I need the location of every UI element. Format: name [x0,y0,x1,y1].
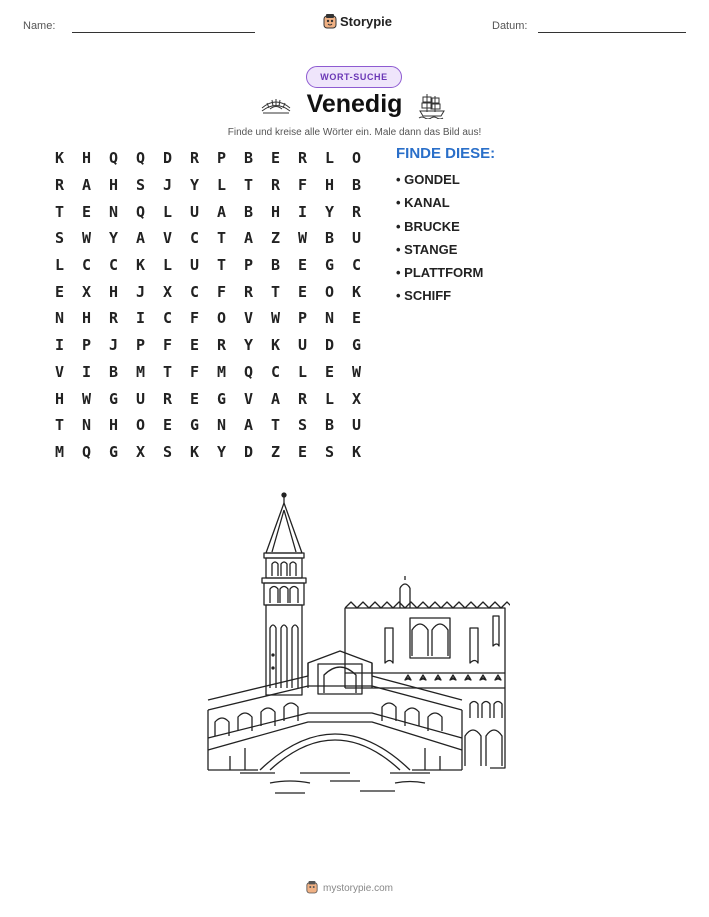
grid-letter[interactable]: I [54,336,65,355]
grid-letter[interactable]: B [270,256,281,275]
grid-letter[interactable]: M [135,362,146,381]
grid-letter[interactable]: S [162,442,173,461]
word-list [396,171,483,311]
grid-letter[interactable]: W [297,229,308,248]
grid-letter[interactable]: T [216,256,227,275]
grid-letter[interactable]: C [162,309,173,328]
grid-letter[interactable]: R [351,202,362,221]
grid-letter[interactable]: C [189,229,200,248]
grid-letter[interactable]: B [243,202,254,221]
brand-name: Storypie [340,13,393,29]
grid-letter[interactable]: V [162,229,173,248]
grid-letter[interactable]: F [189,362,200,381]
grid-letter[interactable]: F [216,282,227,301]
grid-letter[interactable]: N [216,416,227,435]
grid-letter[interactable]: A [216,202,227,221]
grid-letter[interactable]: Y [189,176,200,195]
grid-letter[interactable]: K [135,256,146,275]
grid-letter[interactable]: B [108,362,119,381]
grid-letter[interactable]: K [351,442,362,461]
grid-letter[interactable]: F [297,176,308,195]
grid-letter[interactable]: K [189,442,200,461]
word-item: • BRUCKE [396,218,460,234]
grid-letter[interactable]: B [243,149,254,168]
grid-letter[interactable]: E [81,202,92,221]
grid-letter[interactable]: O [216,309,227,328]
grid-letter[interactable]: E [189,336,200,355]
grid-letter[interactable]: X [81,282,92,301]
grid-letter[interactable]: Q [108,149,119,168]
grid-letter[interactable]: W [81,229,92,248]
grid-letter[interactable]: W [81,389,92,408]
grid-letter[interactable]: H [81,309,92,328]
grid-letter[interactable]: O [324,282,335,301]
grid-letter[interactable]: C [189,282,200,301]
grid-letter[interactable]: Z [270,442,281,461]
grid-letter[interactable]: Y [108,229,119,248]
grid-letter[interactable]: J [135,282,146,301]
grid-letter[interactable]: W [270,309,281,328]
grid-letter[interactable]: A [135,229,146,248]
grid-letter[interactable]: Z [270,229,281,248]
grid-letter[interactable]: E [351,309,362,328]
instructions: Finde und kreise alle Wörter ein. Male dann das Bild aus! [227,127,482,138]
grid-letter[interactable]: U [189,202,200,221]
word-item: • STANGE [396,241,458,257]
grid-letter[interactable]: Y [243,336,254,355]
grid-letter[interactable]: A [81,176,92,195]
grid-letter[interactable]: R [297,389,308,408]
page-title: Venedig [306,90,403,118]
grid-letter[interactable]: E [162,416,173,435]
word-item: • KANAL [396,195,450,211]
grid-letter[interactable]: H [108,416,119,435]
grid-letter[interactable]: K [54,149,65,168]
grid-letter[interactable]: L [324,389,335,408]
grid-letter[interactable]: Y [324,202,335,221]
word-search-grid[interactable] [46,145,370,465]
grid-letter[interactable]: H [81,149,92,168]
grid-letter[interactable]: I [297,202,308,221]
grid-letter[interactable]: N [54,309,65,328]
grid-letter[interactable]: D [324,336,335,355]
grid-letter[interactable]: B [351,176,362,195]
grid-letter[interactable]: Q [135,149,146,168]
grid-letter[interactable]: S [324,442,335,461]
grid-letter[interactable]: R [270,176,281,195]
grid-letter[interactable]: R [297,149,308,168]
grid-letter[interactable]: Q [243,362,254,381]
grid-letter[interactable]: I [81,362,92,381]
grid-letter[interactable]: E [297,442,308,461]
grid-letter[interactable]: C [108,256,119,275]
grid-letter[interactable]: G [351,336,362,355]
grid-letter[interactable]: H [54,389,65,408]
grid-letter[interactable]: X [162,282,173,301]
grid-letter[interactable]: J [162,176,173,195]
grid-letter[interactable]: C [81,256,92,275]
mascot-icon [323,13,337,29]
grid-letter[interactable]: T [54,202,65,221]
grid-letter[interactable]: N [108,202,119,221]
name-line[interactable] [72,32,255,33]
grid-letter[interactable]: G [324,256,335,275]
grid-letter[interactable]: K [351,282,362,301]
grid-letter[interactable]: Y [216,442,227,461]
grid-letter[interactable]: C [270,362,281,381]
grid-letter[interactable]: R [216,336,227,355]
grid-letter[interactable]: U [135,389,146,408]
grid-letter[interactable]: Q [135,202,146,221]
grid-letter[interactable]: H [108,176,119,195]
grid-letter[interactable]: A [243,416,254,435]
grid-letter[interactable]: G [216,389,227,408]
grid-letter[interactable]: P [243,256,254,275]
grid-letter[interactable]: T [270,282,281,301]
grid-letter[interactable]: U [351,229,362,248]
footer [306,880,393,897]
grid-letter[interactable]: J [108,336,119,355]
grid-letter[interactable]: Q [81,442,92,461]
grid-letter[interactable]: H [270,202,281,221]
ship-icon [418,91,446,124]
footer-url[interactable]: mystorypie.com [323,883,394,894]
grid-letter[interactable]: P [216,149,227,168]
date-label: Datum: [492,20,528,32]
grid-letter[interactable]: I [135,309,146,328]
grid-letter[interactable]: E [54,282,65,301]
grid-letter[interactable]: F [162,336,173,355]
grid-letter[interactable]: V [54,362,65,381]
grid-letter[interactable]: L [54,256,65,275]
grid-letter[interactable]: S [54,229,65,248]
word-item: • GONDEL [396,172,460,187]
grid-letter[interactable]: U [189,256,200,275]
grid-letter[interactable]: T [54,416,65,435]
grid-letter[interactable]: H [324,176,335,195]
grid-letter[interactable]: L [162,256,173,275]
venice-coloring-illustration [200,488,510,808]
grid-letter[interactable]: X [351,389,362,408]
worksheet-type-badge: WORT-SUCHE [306,66,402,88]
grid-letter[interactable]: S [297,416,308,435]
grid-letter[interactable]: X [135,442,146,461]
grid-letter[interactable]: A [243,229,254,248]
word-item: • PLATTFORM [396,265,484,281]
grid-letter[interactable]: B [324,229,335,248]
grid-letter[interactable]: V [243,389,254,408]
mascot-icon [306,880,318,897]
grid-letter[interactable]: L [324,149,335,168]
grid-letter[interactable]: G [108,442,119,461]
grid-letter[interactable]: S [135,176,146,195]
grid-letter[interactable]: O [351,149,362,168]
grid-letter[interactable]: K [270,336,281,355]
grid-letter[interactable]: L [216,176,227,195]
grid-letter[interactable]: G [108,389,119,408]
grid-letter[interactable]: U [297,336,308,355]
word-list-title: FINDE DIESE: [396,145,496,162]
grid-letter[interactable]: R [189,149,200,168]
grid-letter[interactable]: P [297,309,308,328]
grid-letter[interactable]: E [270,149,281,168]
grid-letter[interactable]: E [297,256,308,275]
grid-letter[interactable]: E [297,282,308,301]
grid-letter[interactable]: E [189,389,200,408]
grid-letter[interactable]: T [162,362,173,381]
grid-letter[interactable]: P [135,336,146,355]
grid-letter[interactable]: T [243,176,254,195]
date-line[interactable] [538,32,686,33]
grid-letter[interactable]: P [81,336,92,355]
grid-letter[interactable]: L [297,362,308,381]
grid-letter[interactable]: T [270,416,281,435]
grid-letter[interactable]: C [351,256,362,275]
grid-letter[interactable]: U [351,416,362,435]
grid-letter[interactable]: M [54,442,65,461]
grid-letter[interactable]: W [351,362,362,381]
grid-letter[interactable]: D [243,442,254,461]
grid-letter[interactable]: F [189,309,200,328]
grid-letter[interactable]: H [108,282,119,301]
grid-letter[interactable]: R [54,176,65,195]
brand-logo [323,13,392,29]
grid-letter[interactable]: G [189,416,200,435]
grid-letter[interactable]: T [216,229,227,248]
grid-letter[interactable]: R [243,282,254,301]
grid-letter[interactable]: B [324,416,335,435]
word-item: • SCHIFF [396,288,452,304]
grid-letter[interactable]: O [135,416,146,435]
grid-letter[interactable]: D [162,149,173,168]
grid-letter[interactable]: A [270,389,281,408]
grid-letter[interactable]: N [81,416,92,435]
grid-letter[interactable]: N [324,309,335,328]
grid-letter[interactable]: R [108,309,119,328]
grid-letter[interactable]: L [162,202,173,221]
grid-letter[interactable]: R [162,389,173,408]
name-label: Name: [23,20,56,32]
grid-letter[interactable]: E [324,362,335,381]
grid-letter[interactable]: V [243,309,254,328]
grid-letter[interactable]: M [216,362,227,381]
